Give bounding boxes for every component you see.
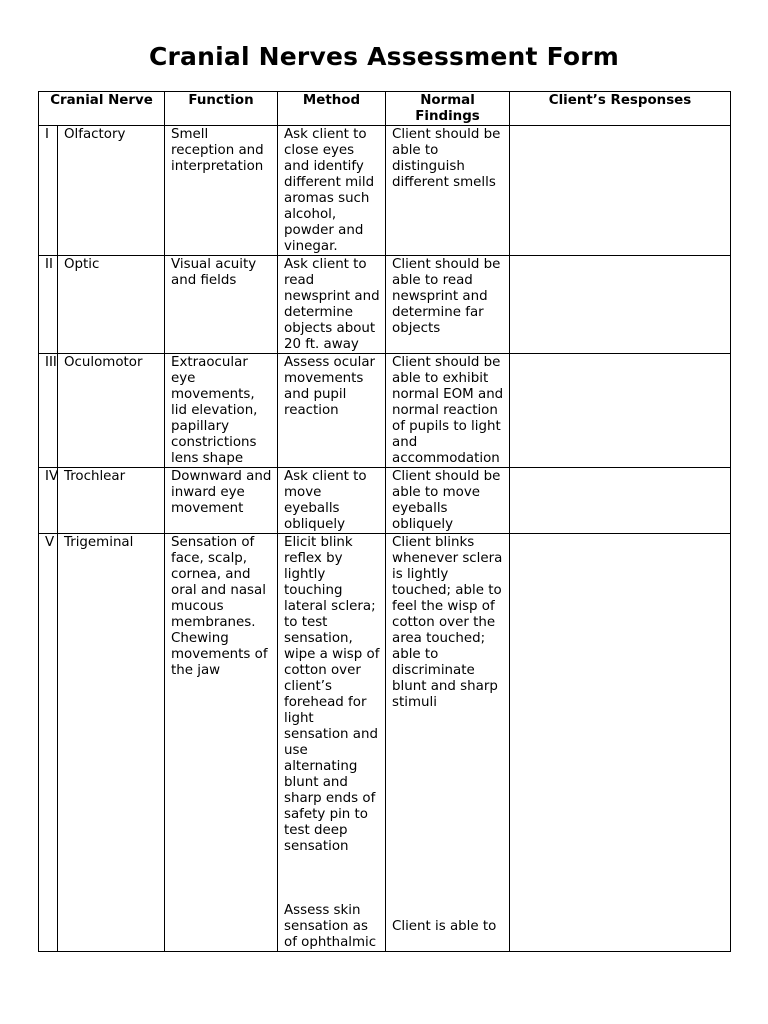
client-response-cell[interactable] [510,534,731,952]
normal-findings-cell [386,534,510,952]
normal-findings: Client should be able to move eyeballs obliquely [386,468,510,534]
table-row [39,126,731,256]
nerve-name: Trochlear [58,468,165,534]
nerve-number: V [39,534,58,952]
normal-findings: Client blinks whenever sclera is lightly touched; able to feel the wisp of cotton over the area touched; able to discriminate blunt and sharp stimuli [392,535,503,710]
assessment-method: Ask client to read newsprint and determine objects about 20 ft. away [278,256,386,354]
nerve-function: Sensation of face, scalp, cornea, and oral and nasal mucous membranes. Chewing movements of the jaw [165,534,278,952]
table-row [39,256,731,354]
nerve-number: III [39,354,58,468]
nerve-name: Trigeminal [58,534,165,952]
nerve-number: IV [39,468,58,534]
header-method: Method [278,92,386,126]
cranial-nerves-table [38,91,731,952]
header-cranial-nerve: Cranial Nerve [39,92,165,126]
assessment-method-continued: Assess skin sensation as of ophthalmic [284,903,377,950]
assessment-method: Ask client to move eyeballs obliquely [278,468,386,534]
normal-findings: Client should be able to read newsprint and determine far objects [386,256,510,354]
spacer [284,855,380,903]
spacer [392,711,504,919]
client-response-cell[interactable] [510,354,731,468]
nerve-number: II [39,256,58,354]
client-response-cell[interactable] [510,468,731,534]
assessment-method: Elicit blink reflex by lightly touching lateral sclera; to test sensation, wipe a wisp of cotton over client’s forehead for light sensation and use alternating blunt and sharp ends of safety pin to test deep sensation [284,535,380,854]
nerve-function: Downward and inward eye movement [165,468,278,534]
normal-findings-continued: Client is able to [392,919,497,934]
nerve-function: Smell reception and interpretation [165,126,278,256]
nerve-name: Olfactory [58,126,165,256]
header-function: Function [165,92,278,126]
table-row [39,354,731,468]
header-normal-findings: Normal Findings [386,92,510,126]
nerve-name: Oculomotor [58,354,165,468]
table-row [39,468,731,534]
header-clients-responses: Client’s Responses [510,92,731,126]
normal-findings: Client should be able to exhibit normal EOM and normal reaction of pupils to light and accommodation [386,354,510,468]
nerve-name: Optic [58,256,165,354]
normal-findings: Client should be able to distinguish different smells [386,126,510,256]
nerve-function: Extraocular eye movements, lid elevation, papillary constrictions lens shape [165,354,278,468]
assessment-method: Ask client to close eyes and identify different mild aromas such alcohol, powder and vinegar. [278,126,386,256]
nerve-number: I [39,126,58,256]
client-response-cell[interactable] [510,256,731,354]
nerve-function: Visual acuity and fields [165,256,278,354]
assessment-method: Assess ocular movements and pupil reaction [278,354,386,468]
assessment-method-cell [278,534,386,952]
client-response-cell[interactable] [510,126,731,256]
table-row [39,534,731,952]
form-title: Cranial Nerves Assessment Form [148,42,619,71]
table-header-row [39,92,731,126]
